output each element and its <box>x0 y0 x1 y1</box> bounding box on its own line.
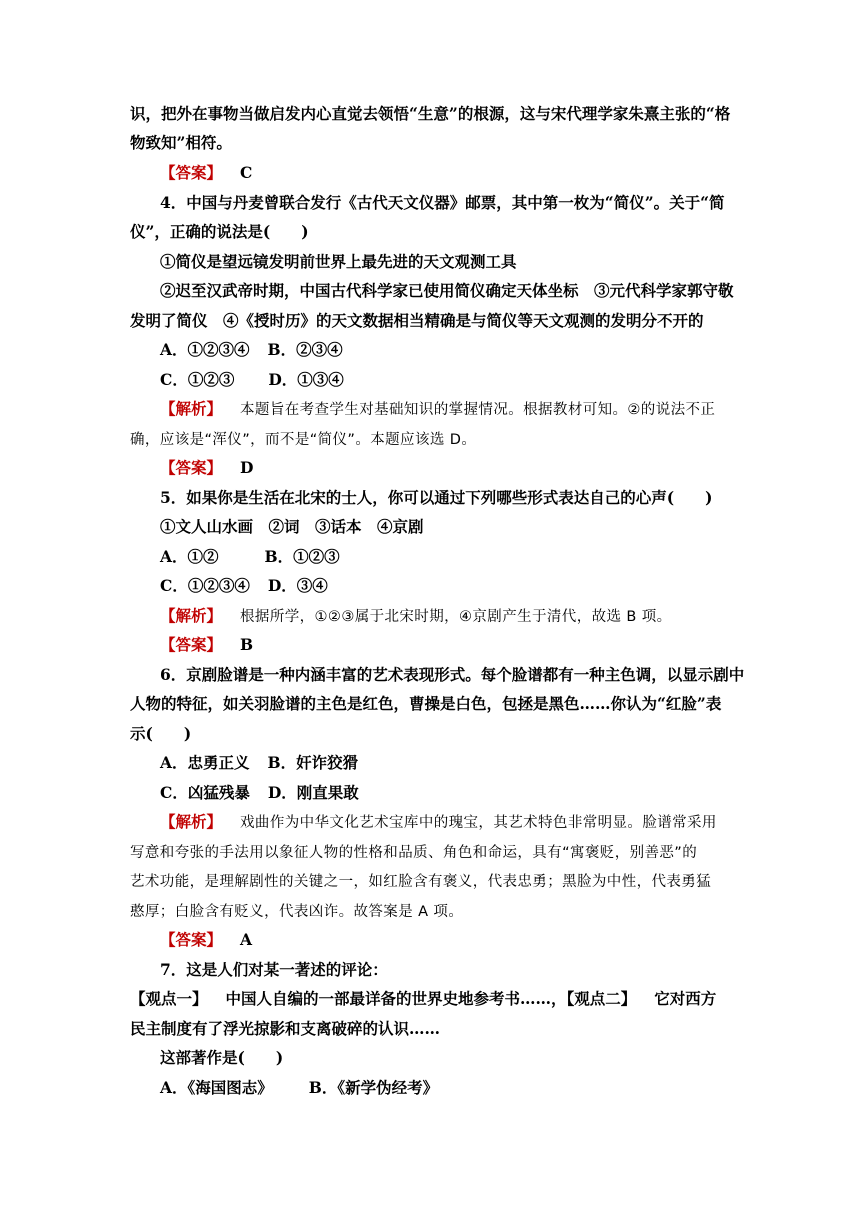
option-b: B．②③④ <box>267 340 343 359</box>
q6-answer-line <box>0 929 860 951</box>
q6-explanation-4: 憨厚；白脸含有贬义，代表凶诈。故答案是 A 项。 <box>130 904 464 920</box>
option-b: B．奸诈狡猾 <box>267 753 359 772</box>
q6-options-cd <box>0 782 860 804</box>
q5-explanation: 【解析】 根据所学，①②③属于北宋时期，④京剧产生于清代，故选 B 项。 <box>160 606 672 625</box>
q6-explanation-1: 【解析】 戏曲作为中华文化艺术宝库中的瑰宝，其艺术特色非常明显。脸谱常采用 <box>160 812 717 831</box>
q6-options-ab <box>0 752 860 774</box>
q7-question: 这部著作是( ) <box>160 1048 284 1067</box>
q4-statement-2: ②迟至汉武帝时期，中国古代科学家已使用简仪确定天体坐标 ③元代科学家郭守敬 <box>160 281 734 300</box>
option-c: C．凶猛残暴 <box>160 783 250 802</box>
q6-explanation-3: 艺术功能，是理解剧性的关键之一，如红脸含有褒义，代表忠勇；黑脸为中性，代表勇猛 <box>130 874 712 890</box>
answer-value: B <box>240 635 254 654</box>
q5-options-ab <box>0 546 860 568</box>
q5-answer-line <box>0 634 860 656</box>
option-a: A．①② <box>160 547 219 566</box>
q7-options-ab <box>0 1077 860 1099</box>
q6-stem-1: 6．京剧脸谱是一种内涵丰富的艺术表现形式。每个脸谱都有一种主色调，以显示剧中 <box>160 665 745 684</box>
q4-options-cd <box>0 369 860 391</box>
q6-explanation-2: 写意和夸张的手法用以象征人物的性格和品质、角色和命运，具有“寓褒贬，别善恶”的 <box>130 845 698 861</box>
intro-line-1: 识，把外在事物当做启发内心直觉去领悟“生意”的根源，这与宋代理学家朱熹主张的“格 <box>130 104 731 123</box>
option-a: A．忠勇正义 <box>160 753 250 772</box>
q6-stem-3: 示( ) <box>130 724 192 743</box>
q4-statement-1: ①简仪是望远镜发明前世界上最先进的天文观测工具 <box>160 252 517 271</box>
option-b: B．①②③ <box>264 547 340 566</box>
answer-value: A <box>240 930 253 949</box>
view-one-tag: 【观点一】 <box>130 989 208 1008</box>
q5-options-cd <box>0 575 860 597</box>
view-two-tag: 【观点二】 <box>566 989 637 1008</box>
answer-value: C <box>240 163 253 182</box>
q4-explanation-2: 确，应该是“浑仪”，而不是“简仪”。本题应该选 D。 <box>130 432 477 448</box>
option-b: B．《新学伪经考》 <box>308 1078 439 1097</box>
q4-stem-1: 4．中国与丹麦曾联合发行《古代天文仪器》邮票，其中第一枚为“简仪”。关于“简 <box>160 193 725 212</box>
q4-answer-line <box>0 457 860 479</box>
option-d: D．刚直果敢 <box>267 783 359 802</box>
q4-options-ab <box>0 339 860 361</box>
q6-stem-2: 人物的特征，如关羽脸谱的主色是红色，曹操是白色，包拯是黑色……你认为“红脸”表 <box>130 694 722 713</box>
option-c: C．①②③ <box>160 370 235 389</box>
q3-answer-line <box>0 162 860 184</box>
q7-stem: 7．这是人们对某一著述的评论： <box>160 960 388 979</box>
q4-statement-3: 发明了简仪 ④《授时历》的天文数据相当精确是与简仪等天文观测的发明分不开的 <box>130 311 704 330</box>
answer-tag: 【答案】 <box>160 163 223 182</box>
answer-tag: 【答案】 <box>160 458 223 477</box>
q4-explanation-1: 【解析】 本题旨在考查学生对基础知识的掌握情况。根据教材可知。②的说法不正 <box>160 399 716 418</box>
answer-tag: 【答案】 <box>160 930 223 949</box>
option-d: D．①③④ <box>268 370 344 389</box>
answer-tag: 【答案】 <box>160 635 223 654</box>
q7-views: 【观点一】 中国人自编的一部最详备的世界史地参考书……，【观点二】 它对西方 <box>130 989 717 1008</box>
option-c: C．①②③④ <box>160 576 250 595</box>
option-a: A．①②③④ <box>160 340 250 359</box>
q5-stem: 5．如果你是生活在北宋的士人，你可以通过下列哪些形式表达自己的心声( ) <box>160 488 713 507</box>
option-d: D．③④ <box>267 576 328 595</box>
analysis-tag: 【解析】 <box>160 606 223 625</box>
intro-line-2: 物致知”相符。 <box>130 133 232 152</box>
answer-value: D <box>240 458 254 477</box>
analysis-tag: 【解析】 <box>160 812 223 831</box>
q7-views-cont: 民主制度有了浮光掠影和支离破碎的认识…… <box>130 1019 441 1038</box>
q5-statements: ①文人山水画 ②词 ③话本 ④京剧 <box>160 517 424 536</box>
option-a: A．《海国图志》 <box>160 1078 273 1097</box>
analysis-tag: 【解析】 <box>160 399 223 418</box>
q4-stem-2: 仪”，正确的说法是( ) <box>130 222 309 241</box>
